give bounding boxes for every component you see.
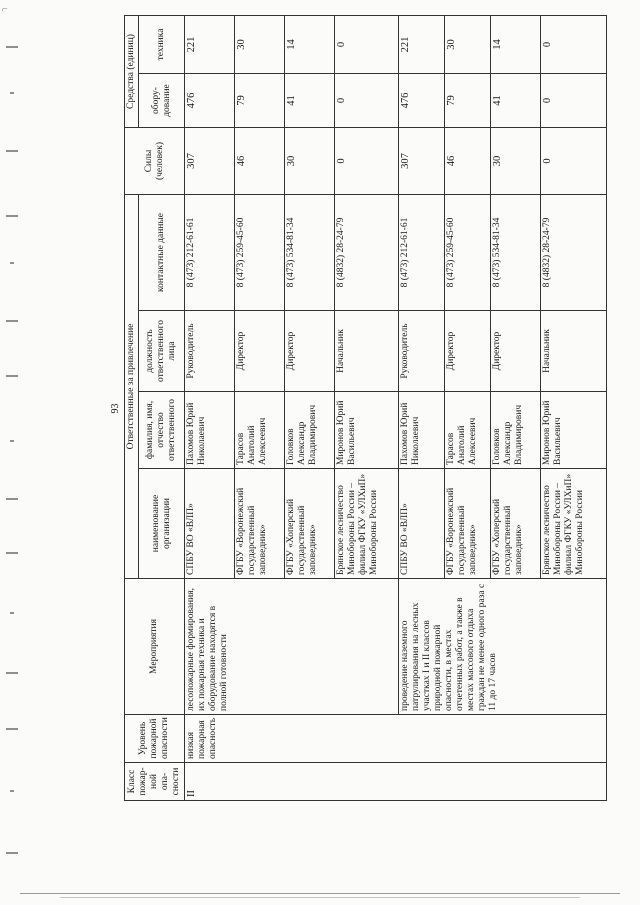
forces-cell: 30 [285,128,335,195]
fio-cell: Пахомов Юрий Николаевич [185,392,235,469]
header-contacts: контактные данные [139,195,185,311]
equipment-cell: 0 [335,74,399,128]
org-cell: ФГБУ «Воронежский государственный заповедник» [235,469,285,579]
technique-cell: 30 [235,15,285,73]
equipment-cell: 0 [541,74,607,128]
fire-danger-table [124,15,607,801]
contacts-cell: 8 (473) 534-81-34 [491,195,541,311]
binder-mark [6,320,18,322]
fio-cell: Миронов Юрий Васильевич [541,392,607,469]
table-row [185,15,235,800]
header-equipment: обору-дование [139,74,185,128]
fio-cell: Пахомов Юрий Николаевич [399,392,445,469]
binder-mark [6,375,18,377]
contacts-cell: 8 (473) 259-45-60 [235,195,285,311]
binder-mark [6,498,18,500]
fio-cell: Головков Александр Владимирович [491,392,541,469]
position-cell: Начальник [541,311,607,392]
binder-mark [10,262,14,264]
forces-cell: 0 [335,128,399,195]
table-row [399,15,445,800]
contacts-cell: 8 (473) 212-61-61 [399,195,445,311]
forces-cell: 307 [399,128,445,195]
contacts-cell: 8 (4832) 28-24-79 [335,195,399,311]
binder-mark [10,790,14,792]
position-cell: Начальник [335,311,399,392]
forces-cell: 30 [491,128,541,195]
equipment-cell: 41 [491,74,541,128]
contacts-cell: 8 (473) 212-61-61 [185,195,235,311]
binder-mark [10,92,14,94]
position-cell: Руководитель [185,311,235,392]
fio-cell: Миронов Юрий Васильевич [335,392,399,469]
position-cell: Директор [491,311,541,392]
fio-cell: Головков Александр Владимирович [285,392,335,469]
forces-cell: 0 [541,128,607,195]
contacts-cell: 8 (473) 259-45-60 [445,195,491,311]
forces-cell: 307 [185,128,235,195]
forces-cell: 46 [445,128,491,195]
fio-cell: Тарасов Анатолий Алексеевич [235,392,285,469]
technique-cell: 14 [491,15,541,73]
fio-cell: Тарасов Анатолий Алексеевич [445,392,491,469]
header-forces: Силы (человек) [125,128,185,195]
level-cell: низкая пожарная опасность [185,715,607,763]
binder-mark [10,612,14,614]
class-cell: II [185,763,607,801]
org-cell: СПБУ ВО «ВЛП» [399,469,445,579]
equipment-cell: 476 [399,74,445,128]
binder-mark [10,440,14,442]
position-cell: Руководитель [399,311,445,392]
technique-cell: 30 [445,15,491,73]
binder-mark [6,46,18,48]
binder-mark [6,728,18,730]
technique-cell: 0 [541,15,607,73]
binder-mark [6,215,18,217]
page-number: 93 [110,403,121,414]
contacts-cell: 8 (473) 534-81-34 [285,195,335,311]
scan-edge-line [20,893,620,894]
org-cell: Брянское лесничество Минобороны России – филиал ФГКУ «УЛХиП» Минобороны России [541,469,607,579]
forces-cell: 46 [235,128,285,195]
header-measures: Мероприятия [125,579,185,715]
org-cell: ФГБУ «Хоперский государственный заповедник» [491,469,541,579]
binder-mark [6,852,18,854]
technique-cell: 221 [399,15,445,73]
equipment-cell: 79 [445,74,491,128]
equipment-cell: 41 [285,74,335,128]
technique-cell: 0 [335,15,399,73]
equipment-cell: 79 [235,74,285,128]
measure-cell: лесопожарные формирования, их пожарная техника и оборудование находятся в полной готовности [185,579,399,715]
header-class: Класс пожар-ной опа-сности [125,763,185,801]
binder-mark [6,552,18,554]
header-fio: фамилия, имя, отчество ответственного [139,392,185,469]
org-cell: ФГБУ «Воронежский государственный заповедник» [445,469,491,579]
header-means: Средства (единиц) [125,15,139,127]
org-cell: Брянское лесничество Минобороны России – филиал ФГКУ «УЛХиП» Минобороны России [335,469,399,579]
position-cell: Директор [445,311,491,392]
org-cell: ФГБУ «Хоперский государственный заповедник» [285,469,335,579]
header-responsible: Ответственные за привлечение [125,195,139,579]
measure-cell: проведение наземного патрулирования на лесных участках I и II классов природной пожарной опасности, в местах отчетенных работ, а также в местах массового отдыха граждан не менее одного раза с 11 до 17 часов [399,579,607,715]
binder-mark [6,150,18,152]
equipment-cell: 476 [185,74,235,128]
header-level: Уровень пожарной опасности [125,715,185,763]
rotated-table-block [110,16,607,801]
position-cell: Директор [285,311,335,392]
org-cell: СПБУ ВО «ВЛП» [185,469,235,579]
scan-artefact-mark: ⌐ [2,4,8,15]
technique-cell: 14 [285,15,335,73]
header-org: наименование организации [139,469,185,579]
position-cell: Директор [235,311,285,392]
technique-cell: 221 [185,15,235,73]
contacts-cell: 8 (4832) 28-24-79 [541,195,607,311]
binder-mark [6,672,18,674]
header-position: должность ответственного лица [139,311,185,392]
scan-edge-line [60,897,580,898]
header-technique: техника [139,15,185,73]
